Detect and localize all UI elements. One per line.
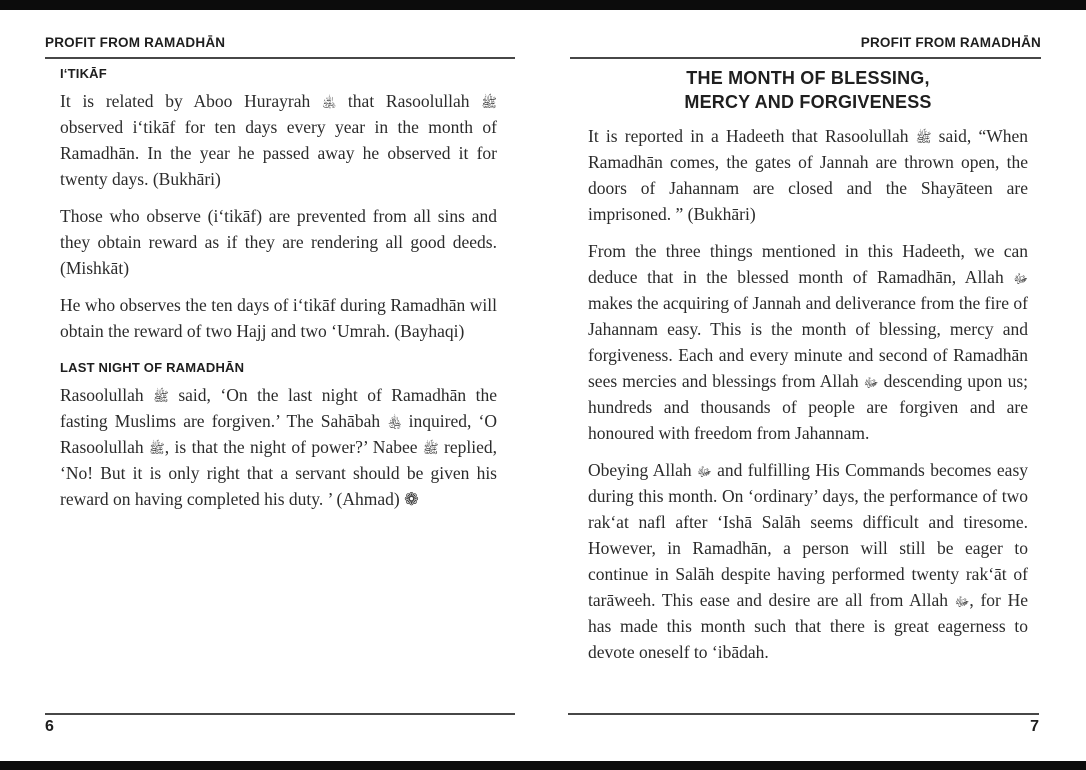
body-paragraph: Rasoolullah ﷺ said, ‘On the last night of Ramadhān the fasting Muslims are forgiven.’ The Sahābah ﵃ inquired, ‘O Rasoolullah ﷺ, is that the night of power?’ Nabee ﷺ replied, ‘No! But it is only right that a servant should be given his reward on having completed his duty. ’ (Ahmad) ❁ <box>60 385 498 509</box>
chapter-title-line: THE MONTH OF BLESSING, <box>686 68 930 88</box>
page-number-right: 7 <box>1030 718 1039 735</box>
bottom-border-bar <box>0 761 1086 770</box>
body-paragraph: It is reported in a Hadeeth that Rasoolullah ﷺ said, “When Ramadhān comes, the gates of Jannah are thrown open, the doors of Jahannam are closed and the Shayāteen are imprisoned. ” (Bukhāri) <box>588 126 1028 224</box>
page-right <box>543 10 1086 761</box>
body-paragraph: Those who observe (i‘tikāf) are prevented from all sins and they obtain reward as if they are rendering all good deeds. (Mishkāt) <box>60 206 497 278</box>
page-right-body <box>588 66 1028 676</box>
page-left-body <box>60 66 497 523</box>
chapter-title <box>588 66 1028 114</box>
body-paragraph: Obeying Allah ﷻ and fulfilling His Commands becomes easy during this month. On ‘ordinary’ days, the performance of two rak‘at nafl after ‘Ishā Salāh seems difficult and tiresome. However, in Ramadhān, a person will still be eager to continue in Salāh despite having performed twenty rak‘āt of tarāweeh. This ease and desire are all from Allah ﷻ, for He has made this month such that there is great eagerness to devote oneself to ‘ibādah. <box>588 460 1029 662</box>
page-left <box>0 10 543 761</box>
body-paragraph: He who observes the ten days of i‘tikāf during Ramadhān will obtain the reward of two Hajj and two ‘Umrah. (Bayhaqi) <box>60 295 497 341</box>
page-right-footer <box>568 713 1039 736</box>
running-header-right <box>570 34 1041 59</box>
page-left-footer <box>45 713 515 736</box>
body-paragraph: From the three things mentioned in this Hadeeth, we can deduce that in the blessed month of Ramadhān, Allah ﷻ makes the acquiring of Jannah and deliverance from the fire of Jahannam easy. This is the month of blessing, mercy and forgiveness. Each and every minute and second of Ramadhān sees mercies and blessings from Allah ﷻ descending upon us; hundreds and thousands of people are forgiven and are honoured with freedom from Jahannam. <box>588 241 1028 443</box>
page-number-left: 6 <box>45 718 54 735</box>
honorific-glyph: ﷺ <box>153 389 169 404</box>
top-border-bar <box>0 0 1086 10</box>
body-paragraph: It is related by Aboo Hurayrah ﵁ that Rasoolullah ﷺ observed i‘tikāf for ten days every year in the month of Ramadhān. In the year he passed away he observed it for twenty days. (Bukhāri) <box>60 91 497 189</box>
honorific-glyph: ﷻ <box>1013 271 1028 286</box>
chapter-title-line: MERCY AND FORGIVENESS <box>684 92 932 112</box>
running-header-title-left: PROFIT FROM RAMADHĀN <box>45 35 226 50</box>
honorific-glyph: ﷺ <box>149 441 165 456</box>
honorific-glyph: ﷺ <box>481 95 497 110</box>
section-heading: LAST NIGHT OF RAMADHĀN <box>60 360 245 375</box>
honorific-glyph: ﷺ <box>422 441 439 456</box>
book-spread <box>0 10 1086 761</box>
honorific-glyph: ﷺ <box>915 130 932 145</box>
honorific-glyph: ﷻ <box>863 375 879 390</box>
honorific-glyph: ﵃ <box>387 415 402 430</box>
running-header-title-right: PROFIT FROM RAMADHĀN <box>860 35 1041 50</box>
section-heading: I‘TIKĀF <box>60 66 107 81</box>
running-header-left <box>45 34 515 59</box>
honorific-glyph: ﷻ <box>697 464 712 479</box>
honorific-glyph: ﵁ <box>321 95 337 110</box>
honorific-glyph: ﷻ <box>954 594 970 609</box>
